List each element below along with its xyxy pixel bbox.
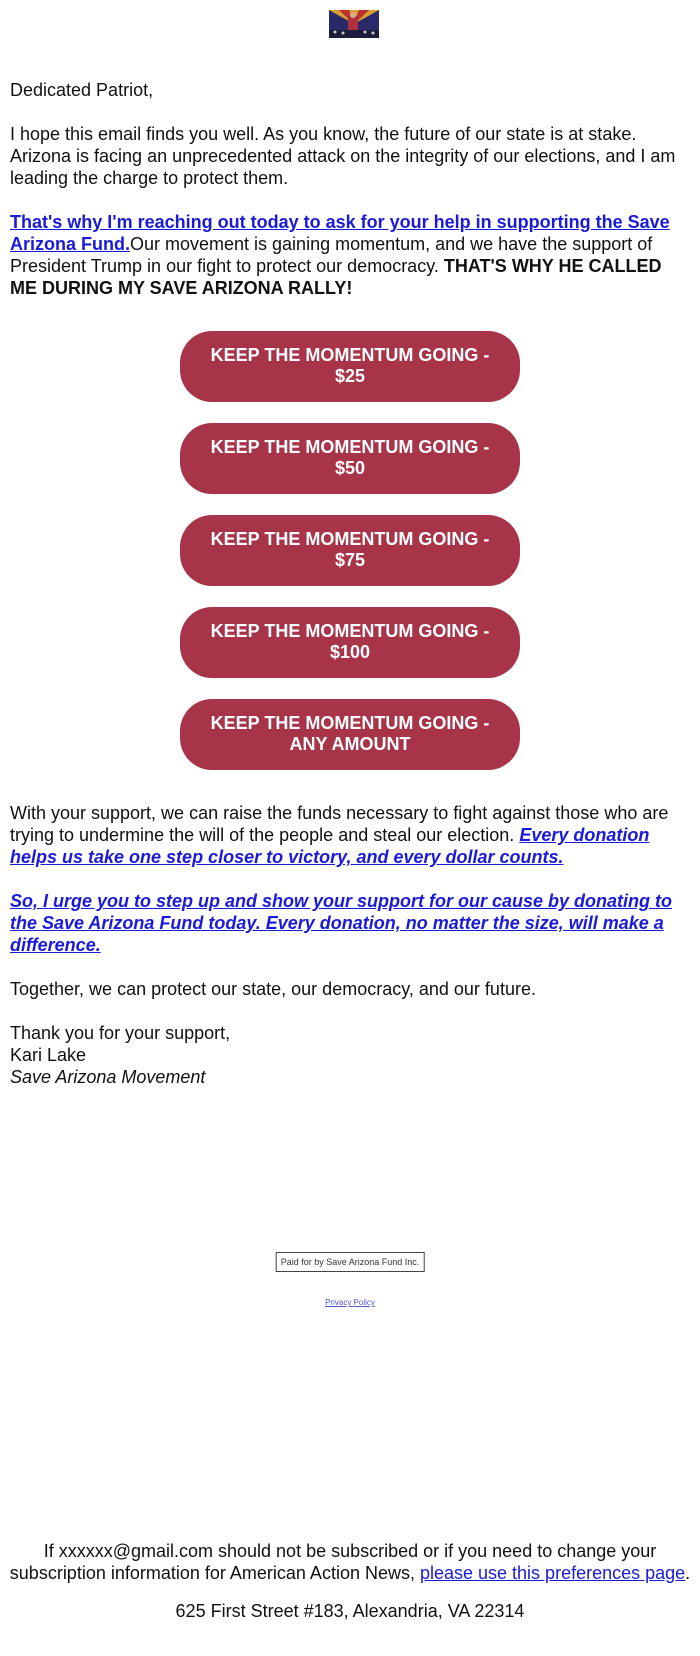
preferences-page-link[interactable]: please use this preferences page — [419, 1563, 686, 1583]
donate-urge-link[interactable]: So, I urge you to step up and show your support for our cause by donating to the Save Arizona Fund today. Every donation, no matter the size, will make a difference. — [10, 891, 673, 955]
signoff-org: Save Arizona Movement — [10, 1067, 206, 1087]
urge-paragraph — [10, 890, 690, 956]
unsubscribe-end: . — [685, 1563, 691, 1583]
every-donation-link[interactable]: Every donation helps us take one step closer to victory, and every dollar counts. — [10, 825, 650, 867]
support-text: With your support, we can raise the funds necessary to fight against those who are trying to undermine the will of the people and steal our election. — [10, 803, 669, 845]
appeal-text: Our movement is gaining momentum, and we have the support of President Trump in our fight to protect our democracy. — [10, 234, 653, 276]
header-logo-image — [329, 10, 379, 38]
privacy-policy-link[interactable]: Privacy Policy — [325, 1298, 375, 1307]
paid-for-disclaimer: Paid for by Save Arizona Fund Inc. — [276, 1252, 425, 1272]
mailing-address: 625 First Street #183, Alexandria, VA 22314 — [175, 1601, 525, 1621]
appeal-paragraph — [10, 211, 690, 299]
donate-25-button[interactable]: KEEP THE MOMENTUM GOING - $25 — [180, 331, 520, 402]
greeting: Dedicated Patriot, — [10, 80, 154, 100]
donation-buttons — [10, 331, 690, 770]
save-arizona-fund-link[interactable]: That's why I'm reaching out today to ask for your help in supporting the Save Arizona Fund. — [10, 212, 670, 254]
signoff — [10, 1022, 690, 1088]
donate-100-button[interactable]: KEEP THE MOMENTUM GOING - $100 — [180, 607, 520, 678]
signoff-name: Kari Lake — [10, 1045, 87, 1065]
email-body — [10, 79, 690, 1110]
privacy-policy-container — [0, 1297, 700, 1309]
rally-callout: THAT'S WHY HE CALLED ME DURING MY SAVE ARIZONA RALLY! — [10, 256, 662, 298]
unsubscribe-notice — [0, 1540, 700, 1584]
unsubscribe-text: If xxxxxx@gmail.com should not be subscribed or if you need to change your subscription information for American Action News, — [9, 1541, 657, 1583]
donate-any-amount-button[interactable]: KEEP THE MOMENTUM GOING - ANY AMOUNT — [180, 699, 520, 770]
intro-paragraph: I hope this email finds you well. As you know, the future of our state is at stake. Arizona is facing an unprecedented attack on the integrity of our elections, and I am leading the charge to protect them. — [10, 124, 676, 188]
support-paragraph — [10, 802, 690, 868]
donate-75-button[interactable]: KEEP THE MOMENTUM GOING - $75 — [180, 515, 520, 586]
donate-50-button[interactable]: KEEP THE MOMENTUM GOING - $50 — [180, 423, 520, 494]
together-paragraph: Together, we can protect our state, our democracy, and our future. — [10, 979, 536, 999]
signoff-thanks: Thank you for your support, — [10, 1023, 231, 1043]
footer — [0, 1540, 700, 1638]
